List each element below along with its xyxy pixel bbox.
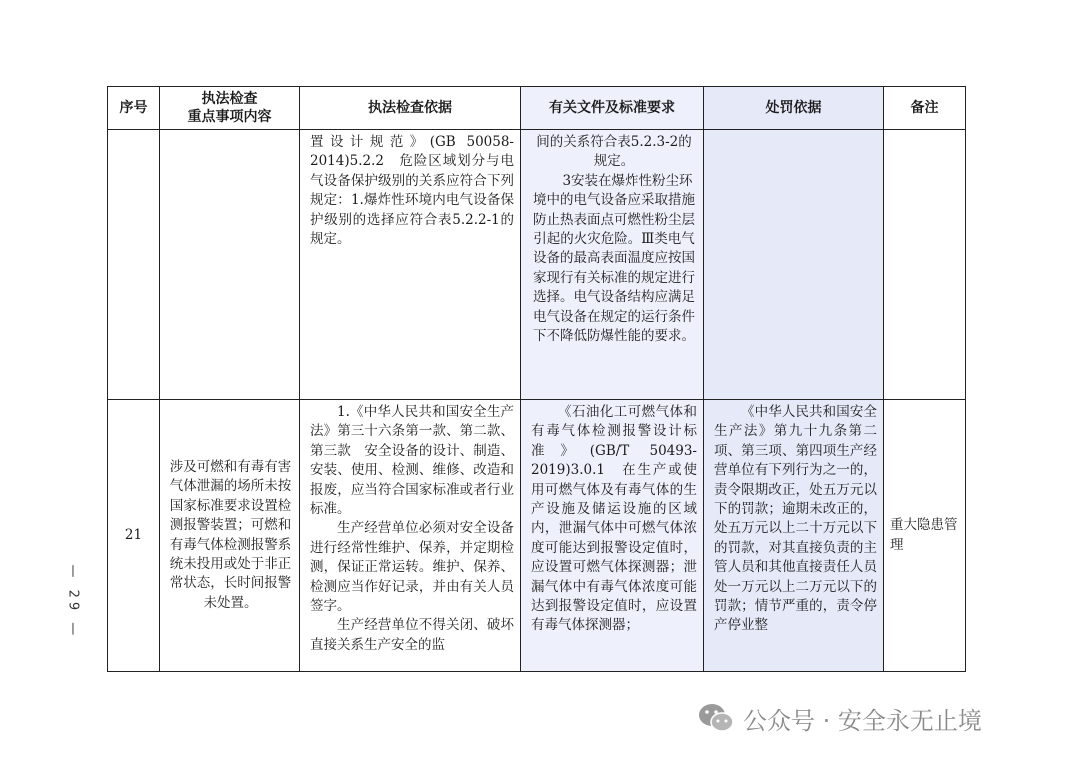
cell-standards-21: 《石油化工可燃气体和有毒气体检测报警设计标准》(GB/T 50493-2019)3.0.1 在生产或使用可燃气体及有毒气体的生产设施及储运设施的区域内，泄漏气体中可燃气体浓度可能达到报警设定值时，应设置可燃气体探测器；泄漏气体中有毒气体浓度可能达到报警设定值时，应设置有毒气体探测器； [521, 400, 704, 672]
cell-note [884, 130, 966, 400]
watermark-text: 公众号 · 安全永无止境 [743, 706, 982, 735]
cell-penalty [704, 130, 884, 400]
cell-basis-21: 1.《中华人民共和国安全生产法》第三十六条第一款、第二款、第三款 安全设备的设计、制造、安装、使用、检测、维修、改造和报废，应当符合国家标准或者行业标准。 生产经营单位必须对安全设备进行经常性维护、保养，并定期检测，保证正常运转。维护、保养、检测应当作好记录，并由有关人员签字。 生产经营单位不得关闭、破坏直接关系生产安全的监 [300, 400, 521, 672]
header-seq: 序号 [108, 87, 160, 130]
header-standards: 有关文件及标准要求 [521, 87, 704, 130]
cell-penalty-21: 《中华人民共和国安全生产法》第九十九条第二项、第三项、第四项生产经营单位有下列行为之一的，责令限期改正，处五万元以下的罚款；逾期未改正的，处五万元以上二十万元以下的罚款，对其直接负责的主管人员和其他直接责任人员处一万元以上二万元以下的罚款；情节严重的，责令停产停业整 [704, 400, 884, 672]
header-penalty: 处罚依据 [704, 87, 884, 130]
wechat-icon [697, 701, 735, 735]
header-basis: 执法检查依据 [300, 87, 521, 130]
watermark [697, 700, 982, 736]
cell-basis: 置设计规范》(GB 50058-2014)5.2.2 危险区域划分与电气设备保护级别的关系应符合下列规定：1.爆炸性环境内电气设备保护级别的选择应符合表5.2.2-1的规定。 [300, 130, 521, 400]
table-row-21 [108, 400, 966, 672]
header-note: 备注 [884, 87, 966, 130]
cell-note-21: 重大隐患管理 [884, 400, 966, 672]
cell-seq [108, 130, 160, 400]
table-row-continued [108, 130, 966, 400]
header-row [108, 87, 966, 130]
header-item: 执法检查 重点事项内容 [160, 87, 300, 130]
enforcement-table [107, 86, 966, 672]
cell-seq-21: 21 [108, 400, 160, 672]
page-number: — 29 — [65, 564, 81, 640]
cell-item [160, 130, 300, 400]
cell-standards: 间的关系符合表5.2.3-2的规定。 3安装在爆炸性粉尘环境中的电气设备应采取措施防止热表面点可燃性粉尘层引起的火灾危险。Ⅲ类电气设备的最高表面温度应按国家现行有关标准的规定进行选择。电气设备结构应满足电气设备在规定的运行条件下不降低防爆性能的要求。 [521, 130, 704, 400]
cell-item-21: 涉及可燃和有毒有害气体泄漏的场所未按国家标准要求设置检测报警装置；可燃和有毒气体检测报警系统未投用或处于非正常状态，长时间报警未处置。 [160, 400, 300, 672]
